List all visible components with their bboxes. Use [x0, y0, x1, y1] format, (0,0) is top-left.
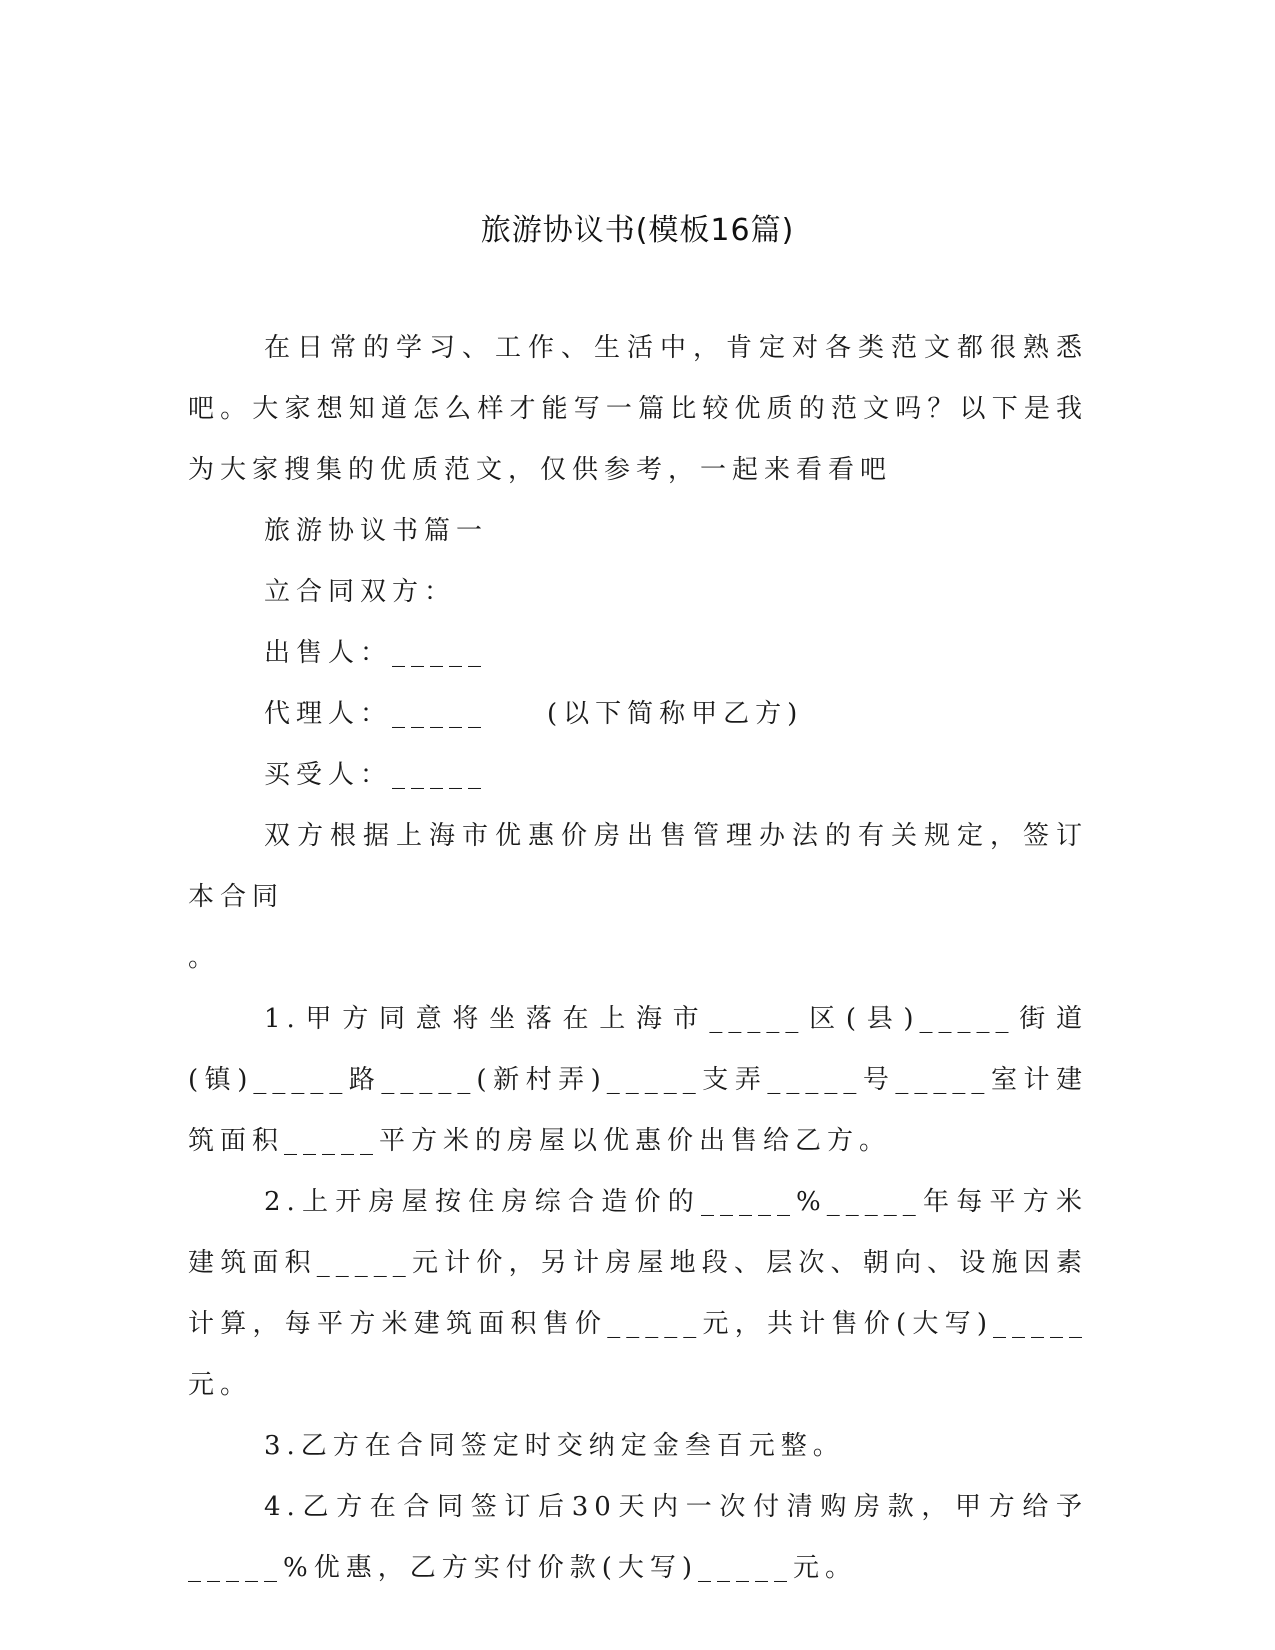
- clause-2: 2.上开房屋按住房综合造价的_____%_____年每平方米建筑面积_____元计价，另计房屋地段、层次、朝向、设施因素计算，每平方米建筑面积售价_____元，共计售价(大写)_____元。: [188, 1187, 1088, 1400]
- clause-1: 1.甲方同意将坐落在上海市_____区(县)_____街道(镇)_____路_____(新村弄)_____支弄_____号_____室计建筑面积_____平方米的房屋以优惠价出售给乙方。: [188, 1004, 1088, 1156]
- intro-paragraph: 在日常的学习、工作、生活中，肯定对各类范文都很熟悉吧。大家想知道怎么样才能写一篇比较优质的范文吗？以下是我为大家搜集的优质范文，仅供参考，一起来看看吧: [188, 333, 1088, 485]
- buyer-line: 买受人：_____: [264, 760, 488, 790]
- section-heading: 旅游协议书篇一: [264, 516, 489, 546]
- clause-4: 4.乙方在合同签订后30天内一次付清购房款，甲方给予_____%优惠，乙方实付价款(大写)_____元。: [188, 1492, 1088, 1583]
- parties-heading: 立合同双方：: [264, 577, 457, 607]
- agreement-basis-paragraph: 双方根据上海市优惠价房出售管理办法的有关规定，签订本合同: [188, 821, 1088, 912]
- agent-line: [188, 684, 1088, 745]
- seller-line: 出售人：_____: [264, 638, 488, 668]
- document-title: 旅游协议书(模板16篇): [480, 213, 795, 248]
- clause-3: 3.乙方在合同签定时交纳定金叁百元整。: [264, 1431, 845, 1461]
- agent-label: 代理人：_____: [264, 699, 488, 729]
- agent-note: (以下简称甲乙方): [547, 699, 804, 729]
- agreement-basis-period: 。: [188, 943, 221, 973]
- document-body: [188, 318, 1088, 1599]
